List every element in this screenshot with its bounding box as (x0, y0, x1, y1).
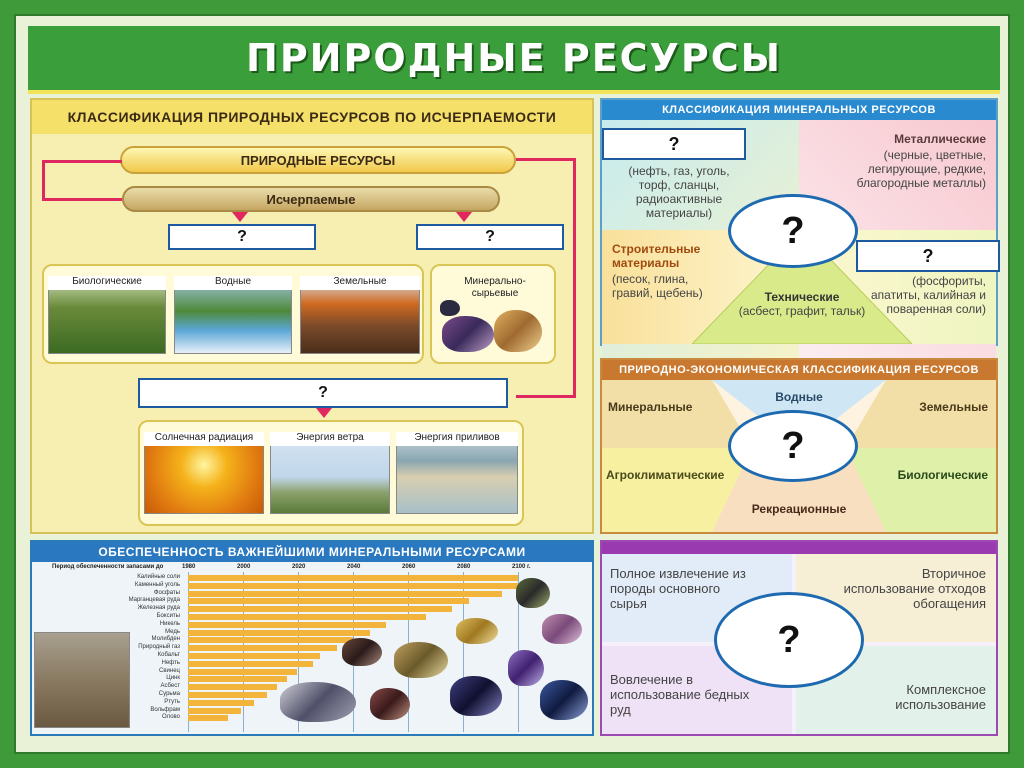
econ-land: Земельные (919, 400, 988, 414)
supply-row-label: Природный газ (138, 644, 180, 651)
resource-use-panel (600, 540, 998, 736)
page-title: ПРИРОДНЫЕ РЕСУРСЫ (246, 36, 782, 80)
mineral-supply-panel (30, 540, 594, 736)
supply-row-label: Никель (159, 620, 180, 627)
economic-classification-panel (600, 358, 998, 534)
answer-box-fuel[interactable] (602, 128, 746, 160)
mineral-rock-icon (450, 676, 502, 716)
connector-line (42, 160, 45, 200)
resource-use-header (602, 542, 996, 554)
question-mark: ? (668, 133, 680, 154)
supply-row-label: Железная руда (137, 605, 180, 612)
answer-box-inexhaustible[interactable] (138, 378, 508, 408)
supply-row-label: Сурьма (158, 691, 180, 697)
photo-caption: Энергия ветра (270, 432, 390, 446)
exhaustibility-title: КЛАССИФИКАЦИЯ ПРИРОДНЫХ РЕСУРСОВ ПО ИСЧЕРПАЕМОСТИ (67, 109, 557, 125)
question-mark: ? (485, 228, 495, 245)
supply-row-label: Кобальт (157, 652, 180, 658)
economic-classification-header (602, 360, 996, 380)
supply-bar (188, 598, 469, 604)
supply-row-label: Свинец (159, 667, 180, 674)
question-mark: ? (781, 424, 805, 467)
year-tick: 2040 (347, 564, 361, 570)
mineral-rock-icon (494, 310, 542, 352)
supply-row-label: Асбест (160, 683, 180, 690)
supply-bar (188, 591, 502, 597)
use-poor-ores: Вовлечение в использование бедных руд (610, 672, 750, 717)
connector-line (516, 395, 576, 398)
natural-resources-pill: ПРИРОДНЫЕ РЕСУРСЫ (120, 146, 516, 174)
mineral-rock-icon (440, 300, 460, 316)
answer-box-nonrenewable[interactable] (416, 224, 564, 250)
mineral-rock-icon (516, 578, 550, 608)
supply-bar (188, 645, 337, 651)
econ-mineral: Минеральные (608, 400, 693, 414)
supply-bar (188, 661, 313, 667)
mineral-rock-icon (442, 316, 494, 352)
supply-bar (188, 676, 287, 682)
arrow-down-icon (316, 408, 332, 418)
answer-oval-economic[interactable] (728, 410, 858, 482)
mineral-rock-icon (370, 688, 410, 720)
supply-row-label: Ртуть (164, 698, 180, 705)
econ-recreation: Рекреационные (751, 502, 847, 516)
econ-water: Водные (775, 390, 823, 404)
answer-box-chemical[interactable] (856, 240, 1000, 272)
connector-line (573, 158, 576, 398)
photo-caption: Солнечная радиация (144, 432, 264, 446)
photo-caption: Минерально-сырьевые (464, 276, 526, 299)
year-tick: 2100 г. (512, 564, 531, 570)
answer-oval-mineral[interactable] (728, 194, 858, 268)
arrow-down-icon (232, 212, 248, 222)
mineral-rock-icon (508, 650, 544, 686)
year-tick: 2080 (457, 564, 471, 570)
econ-agro: Агроклиматические (606, 468, 725, 482)
mineral-supply-header (32, 542, 592, 562)
use-secondary: Вторичное использование отходов обогащения (843, 566, 986, 611)
question-mark: ? (781, 209, 805, 252)
connector-line (42, 160, 122, 163)
renewable-photo-group (42, 264, 424, 364)
photo-caption: Водные (174, 276, 292, 290)
mineral-classification-header (602, 100, 996, 120)
title-bar (28, 26, 1000, 94)
answer-oval-use[interactable] (714, 592, 864, 688)
supply-row-label: Фосфаты (153, 589, 180, 596)
supply-bar (188, 622, 386, 628)
mineral-supply-title: ОБЕСПЕЧЕННОСТЬ ВАЖНЕЙШИМИ МИНЕРАЛЬНЫМИ РЕСУРСАМИ (98, 545, 526, 559)
exhaustibility-panel (30, 98, 594, 534)
supply-row-label: Медь (165, 628, 180, 635)
question-mark: ? (237, 228, 247, 245)
chemical-text: (фосфориты, апатиты, калийная и поваренная соли) (870, 274, 986, 316)
supply-bar (188, 653, 320, 659)
year-tick: 1980 (182, 564, 196, 570)
supply-bar (188, 630, 370, 636)
mineral-rock-icon (394, 642, 448, 678)
metal-text: (черные, цветные, легирующие, редкие, благородные металлы) (856, 148, 986, 190)
supply-row-label: Олово (162, 714, 180, 721)
mineral-rock-icon (542, 614, 582, 644)
answer-box-renewable[interactable] (168, 224, 316, 250)
question-mark: ? (777, 618, 801, 661)
photo-caption: Энергия приливов (396, 432, 518, 446)
supply-bar (188, 669, 297, 675)
building-title: Строительные материалы (612, 242, 701, 270)
economic-classification-title: ПРИРОДНО-ЭКОНОМИЧЕСКАЯ КЛАССИФИКАЦИЯ РЕСУРСОВ (619, 364, 979, 376)
mineral-rock-icon (540, 680, 588, 720)
supply-row-label: Калийные соли (137, 574, 180, 580)
econ-bio: Биологические (897, 468, 988, 482)
inexhaustible-photo-group (138, 420, 524, 526)
building-text: (песок, глина, гравий, щебень) (612, 272, 703, 300)
photo-caption: Биологические (48, 276, 166, 290)
mineral-rock-icon (342, 638, 382, 666)
connector-line (42, 198, 122, 201)
technical-title: Технические (764, 290, 840, 304)
supply-bar (188, 637, 353, 643)
quarry-photo (34, 632, 130, 728)
mineral-photo-group (430, 264, 556, 364)
supply-bar (188, 614, 426, 620)
mineral-rock-icon (456, 618, 498, 644)
question-mark: ? (922, 245, 934, 266)
mineral-rock-icon (280, 682, 356, 722)
connector-line (516, 158, 576, 161)
supply-bar (188, 708, 241, 714)
exhaustibility-header (32, 100, 592, 134)
supply-bar (188, 583, 518, 589)
supply-row-label: Молибден (151, 636, 180, 643)
supply-bar (188, 575, 518, 581)
supply-bar (188, 606, 452, 612)
supply-row-label: Бокситы (156, 613, 180, 619)
technical-text: (асбест, графит, тальк) (738, 304, 866, 318)
question-mark: ? (318, 384, 328, 401)
year-tick: 2020 (292, 564, 306, 570)
year-tick: 2060 (402, 564, 416, 570)
supply-row-label: Марганцевая руда (128, 597, 180, 604)
use-complex: Комплексное использование (895, 682, 986, 712)
supply-row-label: Нефть (161, 659, 180, 666)
exhaustible-pill: Исчерпаемые (122, 186, 500, 212)
supply-bar (188, 692, 267, 698)
supply-row-label: Каменный уголь (134, 581, 180, 588)
supply-row-label: Цинк (166, 675, 180, 682)
photo-caption: Земельные (300, 276, 420, 290)
period-label: Период обеспеченности запасами до (52, 564, 164, 570)
supply-row-label: Вольфрам (150, 706, 180, 713)
supply-bar (188, 700, 254, 706)
supply-bar (188, 715, 228, 721)
year-tick: 2000 (237, 564, 251, 570)
use-full-extraction: Полное извлечение из породы основного сырья (610, 566, 746, 611)
arrow-down-icon (456, 212, 472, 222)
mineral-classification-panel (600, 98, 998, 346)
supply-bar (188, 684, 277, 690)
mineral-classification-title: КЛАССИФИКАЦИЯ МИНЕРАЛЬНЫХ РЕСУРСОВ (662, 104, 936, 116)
metal-title: Металлические (894, 132, 986, 146)
fuel-text: (нефть, газ, уголь, торф, сланцы, радиоактивные материалы) (628, 164, 730, 220)
